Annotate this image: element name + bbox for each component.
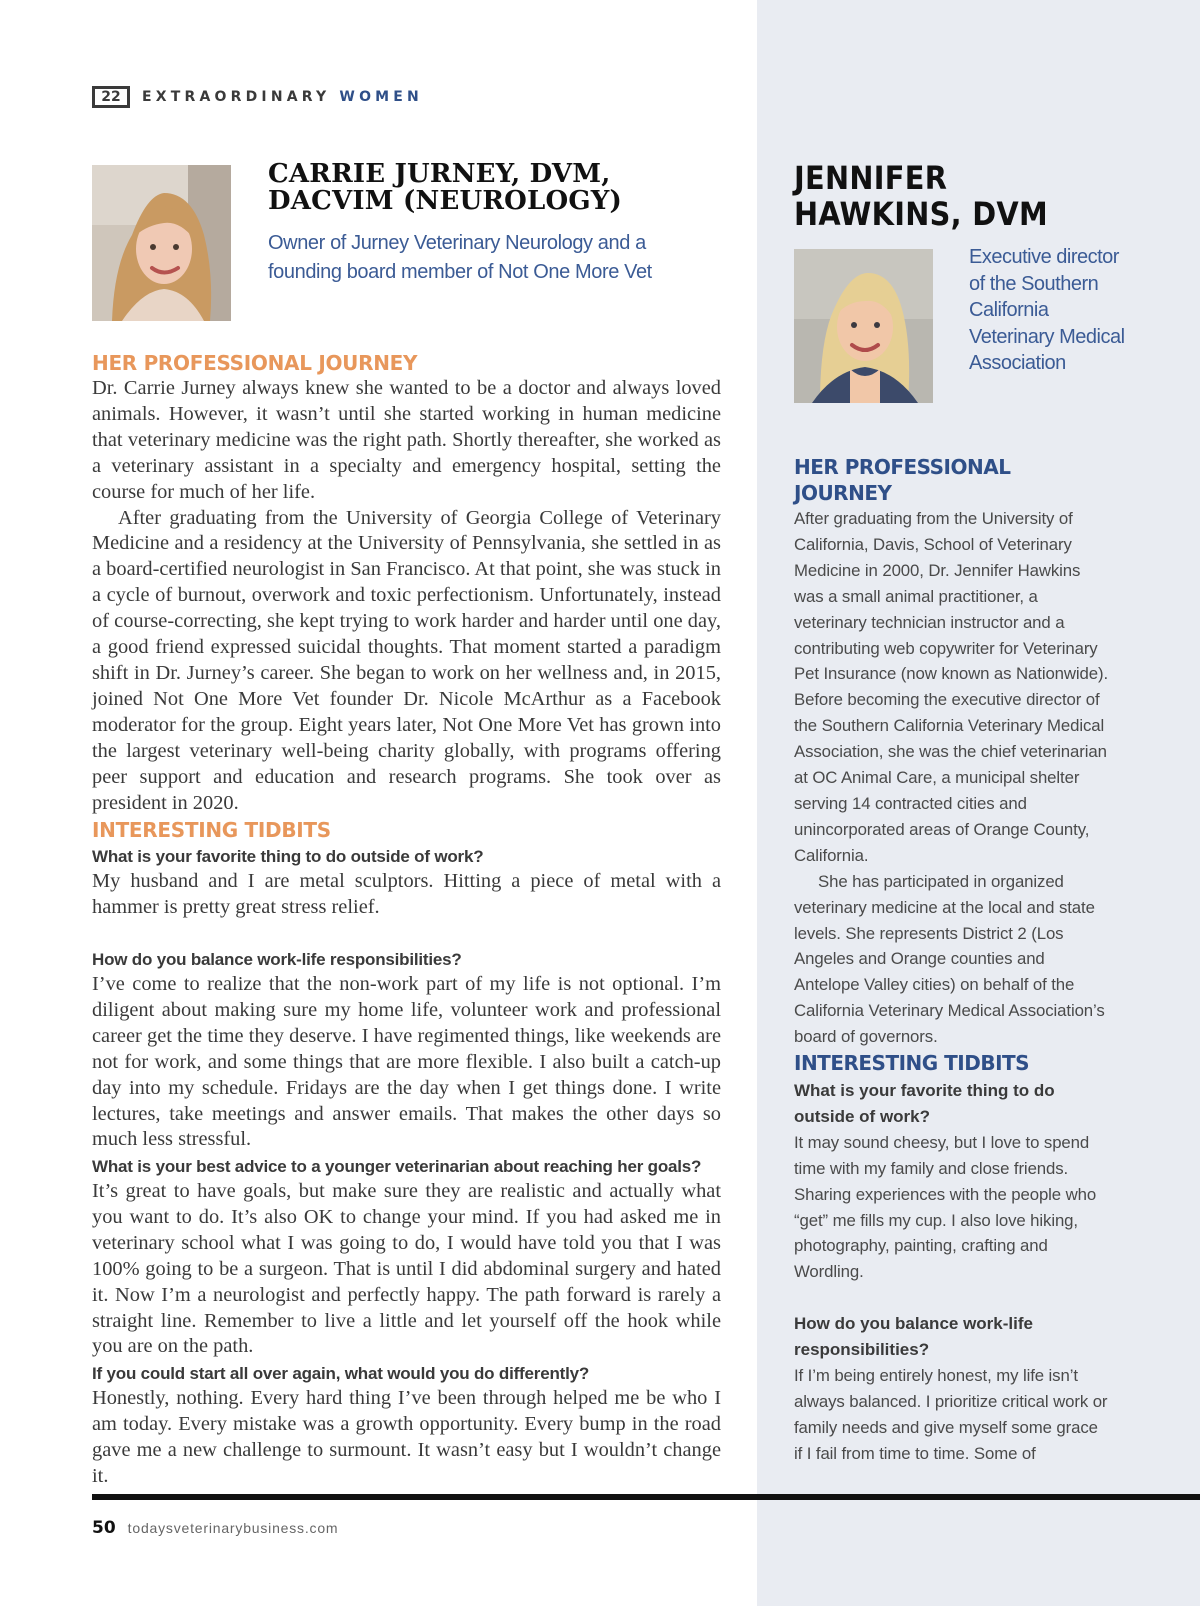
left-question-4: If you could start all over again, what would you do differently? bbox=[92, 1364, 590, 1383]
left-journey-section bbox=[92, 350, 721, 816]
jennifer-hawkins-name-line1: JENNIFER bbox=[794, 159, 948, 197]
left-journey-paragraph-2: After graduating from the University of Georgia College of Veterinary Medicine and a residency at the University of Pennsylvania, she settled in as a board-certified neurologist in San Francisco. At that point, she was stuck in a cycle of burnout, overwork and toxic perfectionism. Unfortunately, instead of course-correcting, she kept trying to work harder and harder until one day, a good friend expressed suicidal thoughts. That moment started a paradigm shift in Dr. Jurney’s career. She began to work on her wellness and, in 2015, joined Not One More Vet founder Dr. Nicole McArthur as a Facebook moderator for the group. Eight years later, Not One More Vet has grown into the largest veterinary well-being charity globally, with programs offering peer support and education and research programs. She took over as president in 2020. bbox=[92, 506, 721, 814]
left-qa-1 bbox=[92, 845, 721, 921]
carrie-jurney-name: CARRIE JURNEY, DVM, DACVIM (NEUROLOGY) bbox=[268, 159, 622, 216]
right-journey-paragraph-2: She has participated in organized veterinary medicine at the local and state levels. She represents District 2 (Los Angeles and Orange counties and Antelope Valley cities) on behalf of the California Veterinary Medical Association’s board of governors. bbox=[794, 871, 1105, 1047]
footer-rule bbox=[92, 1494, 1200, 1500]
jennifer-hawkins-name bbox=[794, 160, 1154, 232]
left-qa-4 bbox=[92, 1362, 721, 1490]
section-title-word1: EXTRAORDINARY bbox=[142, 89, 331, 105]
left-tidbits-heading: INTERESTING TIDBITS bbox=[92, 818, 331, 842]
left-qa-2 bbox=[92, 948, 721, 1153]
left-tidbits-section bbox=[92, 817, 721, 843]
left-question-1: What is your favorite thing to do outside of work? bbox=[92, 847, 484, 866]
right-journey-heading: HER PROFESSIONAL JOURNEY bbox=[794, 455, 1011, 505]
left-question-3: What is your best advice to a younger veterinarian about reaching her goals? bbox=[92, 1157, 702, 1176]
section-title bbox=[142, 89, 423, 105]
carrie-jurney-role: Owner of Jurney Veterinary Neurology and a founding board member of Not One More Vet bbox=[268, 232, 652, 283]
right-answer-2: If I’m being entirely honest, my life isn’t always balanced. I prioritize critical work or family needs and give myself some grace if I fail from time to time. Some of bbox=[794, 1365, 1108, 1463]
page-number: 50 bbox=[92, 1518, 116, 1538]
right-tidbits-heading: INTERESTING TIDBITS bbox=[794, 1051, 1030, 1075]
running-header bbox=[92, 84, 423, 110]
right-journey-section bbox=[794, 454, 1110, 1050]
carrie-jurney-photo bbox=[92, 165, 231, 321]
website-url: todaysveterinarybusiness.com bbox=[127, 1520, 339, 1536]
right-tidbits-section bbox=[794, 1050, 1110, 1076]
left-answer-2: I’ve come to realize that the non-work part of my life is not optional. I’m diligent about making sure my home life, volunteer work and professional career get the time they deserve. I have regimented things, like weekends are not for work, and some things that are more flexible. I also built a catch-up day into my schedule. Fridays are the day when I get things done. I write lectures, take meetings and answer emails. That makes the other days so much less stressful. bbox=[92, 973, 721, 1151]
left-journey-paragraph-1: Dr. Carrie Jurney always knew she wanted to be a doctor and always loved animals. However, it wasn’t until she started working in human medicine that veterinary medicine was the right path. Shortly thereafter, she worked as a veterinary assistant in a specialty and emergency hospital, setting the course for much of her life. bbox=[92, 377, 721, 503]
jennifer-hawkins-name-line2: HAWKINS, DVM bbox=[794, 195, 1048, 233]
left-answer-4: Honestly, nothing. Every hard thing I’ve been through helped me be who I am today. Every mistake was a growth opportunity. Every bump in the road gave me a new challenge to surmount. It wasn’t easy but I wouldn’t change it. bbox=[92, 1387, 721, 1487]
section-title-word2: WOMEN bbox=[339, 89, 423, 105]
right-question-2: How do you balance work-life responsibilities? bbox=[794, 1314, 1033, 1359]
right-journey-paragraph-1: After graduating from the University of California, Davis, School of Veterinary Medicine in 2000, Dr. Jennifer Hawkins was a small animal practitioner, a veterinary technician instructor and a contributing web copywriter for Veterinary Pet Insurance (now known as Nationwide). Before becoming the executive director of the Southern California Veterinary Medical Association, she was the chief veterinarian at OC Animal Care, a municipal shelter serving 14 contracted cities and unincorporated areas of Orange County, California. bbox=[794, 509, 1109, 865]
left-journey-heading: HER PROFESSIONAL JOURNEY bbox=[92, 351, 418, 375]
jennifer-hawkins-role: Executive director of the Southern California Veterinary Medical Association bbox=[969, 246, 1125, 374]
left-qa-3 bbox=[92, 1155, 721, 1360]
jennifer-hawkins-photo bbox=[794, 249, 933, 403]
right-question-1: What is your favorite thing to do outside of work? bbox=[794, 1081, 1055, 1126]
right-answer-1: It may sound cheesy, but I love to spend time with my family and close friends. Sharing experiences with the people who “get” me fills my cup. I also love hiking, photography, painting, crafting and Wordling. bbox=[794, 1132, 1097, 1282]
right-qa-2 bbox=[794, 1311, 1110, 1466]
left-question-2: How do you balance work-life responsibilities? bbox=[92, 950, 462, 969]
left-answer-3: It’s great to have goals, but make sure they are realistic and actually what you want to do. It’s also OK to change your mind. If you had asked me in veterinary school what I was going to do, I would have told you that I was 100% going to be a surgeon. That is until I did abdominal surgery and hated it. Now I’m a neurologist and perfectly happy. The path forward is rarely a straight line. Remember to live a little and let yourself off the hook while you are on the path. bbox=[92, 1180, 721, 1358]
issue-number-box: 22 bbox=[92, 86, 130, 108]
right-qa-1 bbox=[794, 1078, 1110, 1285]
left-answer-1: My husband and I are metal sculptors. Hitting a piece of metal with a hammer is pretty great stress relief. bbox=[92, 870, 721, 918]
page-footer bbox=[92, 1518, 338, 1538]
